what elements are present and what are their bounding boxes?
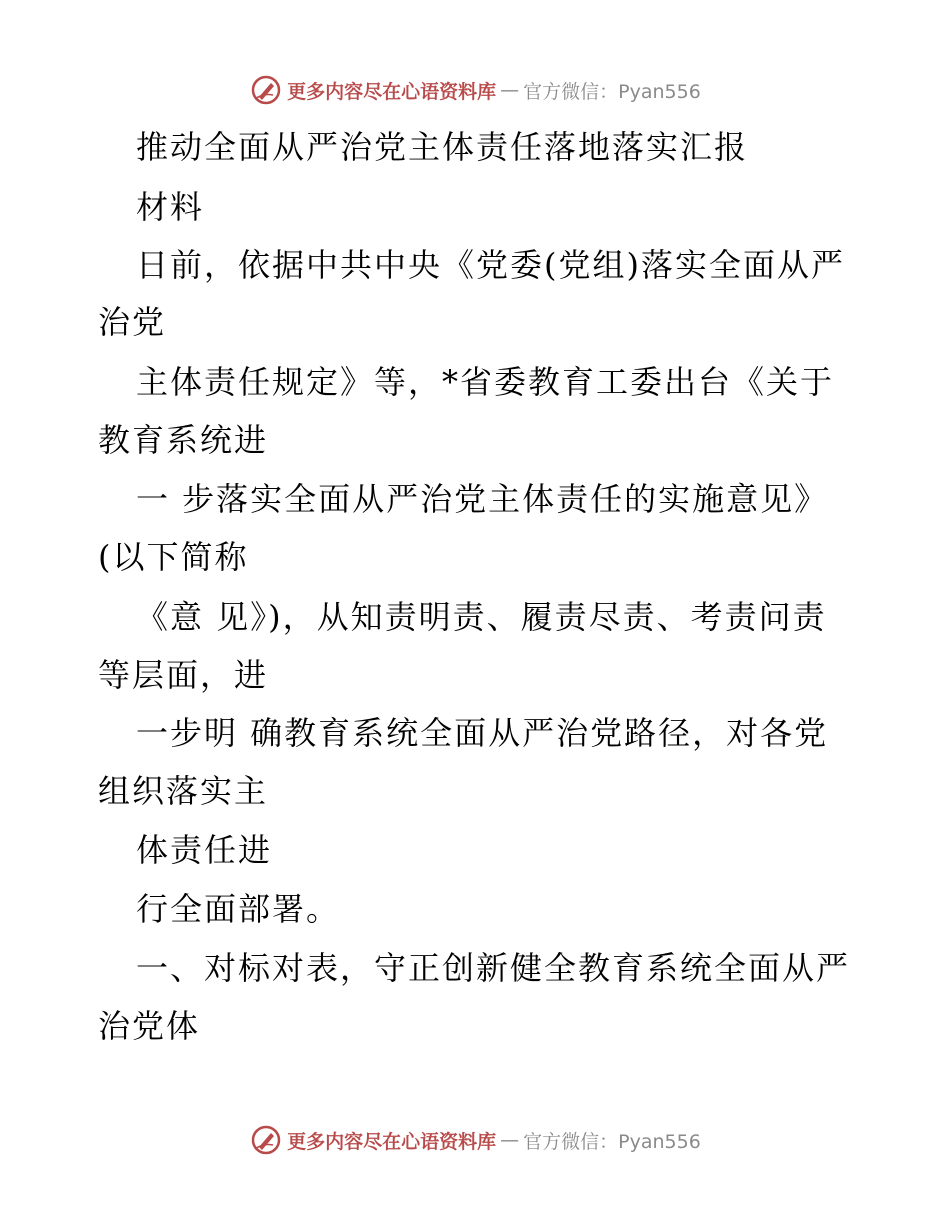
document-title-line-1: 推动全面从严治党主体责任落地落实汇报 <box>136 128 749 166</box>
paragraph-line: (以下简称 <box>98 538 249 576</box>
paragraph-line: 治党 <box>98 303 167 341</box>
pen-circle-icon <box>249 1123 283 1157</box>
watermark-brand: 更多内容尽在心语资料库 <box>287 1130 497 1153</box>
paragraph-line: 体责任进 <box>136 831 273 869</box>
watermark-separator: — <box>500 79 520 101</box>
watermark-separator: — <box>500 1129 520 1151</box>
document-title-line-2: 材料 <box>136 188 205 226</box>
paragraph-line: 行全面部署。 <box>136 890 341 928</box>
watermark-wechat: 官方微信：Pyan556 <box>523 80 701 103</box>
paragraph-line: 组织落实主 <box>98 772 269 810</box>
watermark-wechat: 官方微信：Pyan556 <box>523 1130 701 1153</box>
section-heading-line: 一、对标对表，守正创新健全教育系统全面从严 <box>136 949 851 987</box>
paragraph-line: 《意 见》)，从知责明责、履责尽责、考责问责 <box>136 598 827 636</box>
section-heading-line: 治党体 <box>98 1007 201 1045</box>
watermark-brand: 更多内容尽在心语资料库 <box>287 80 497 103</box>
paragraph-line: 一 步落实全面从严治党主体责任的实施意见》 <box>136 480 829 518</box>
paragraph-line: 教育系统进 <box>98 421 269 459</box>
paragraph-line: 日前，依据中共中央《党委(党组)落实全面从严 <box>136 246 845 284</box>
paragraph-line: 主体责任规定》等，*省委教育工委出台《关于 <box>136 363 835 401</box>
footer-watermark <box>0 1122 950 1158</box>
paragraph-line: 等层面，进 <box>98 656 269 694</box>
paragraph-line: 一步明 确教育系统全面从严治党路径，对各党 <box>136 714 829 752</box>
